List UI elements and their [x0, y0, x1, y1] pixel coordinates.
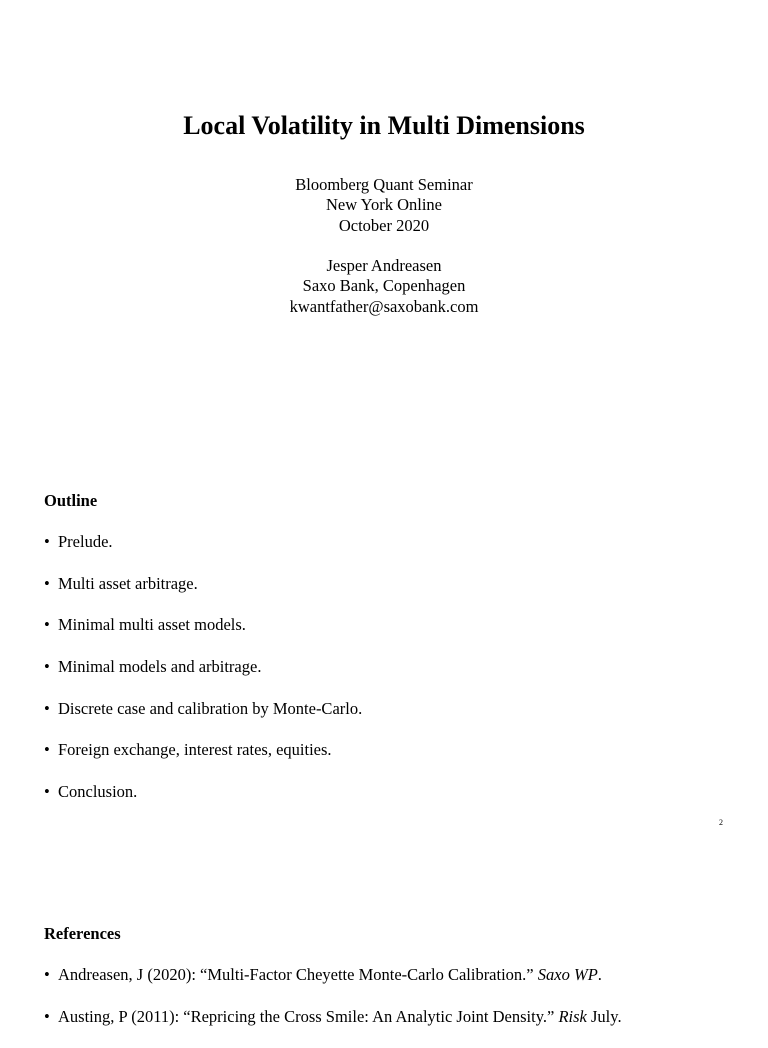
outline-item [44, 615, 362, 657]
bullet-icon: • [44, 782, 50, 802]
event-name: Bloomberg Quant Seminar [295, 175, 473, 194]
bullet-icon: • [44, 965, 50, 984]
bullet-icon: • [44, 698, 50, 718]
reference-tail: . [597, 965, 602, 984]
page-number: 2 [719, 818, 723, 827]
event-location: New York Online [326, 195, 442, 215]
reference-tail: July. [586, 1006, 622, 1026]
event-date: October 2020 [338, 215, 430, 235]
bullet-icon: • [44, 573, 50, 593]
outline-item-text: Foreign exchange, interest rates, equities. [58, 740, 332, 760]
bullet-icon: • [44, 740, 50, 760]
reference-item [44, 1007, 622, 1048]
outline-list [44, 532, 362, 824]
outline-item-text: Minimal models and arbitrage. [58, 657, 262, 677]
references-list [44, 965, 622, 1048]
outline-item-text: Prelude. [58, 532, 113, 551]
author-email: kwantfather@saxobank.com [289, 296, 479, 316]
outline-item [44, 574, 362, 616]
outline-item [44, 740, 362, 782]
references-heading: References [44, 924, 121, 943]
reference-text: Austing, P (2011): “Repricing the Cross Smile: An Analytic Joint Density.” [58, 1006, 559, 1026]
outline-item-text: Multi asset arbitrage. [58, 573, 198, 593]
outline-item-text: Discrete case and calibration by Monte-Carlo. [58, 698, 363, 718]
bullet-icon: • [44, 1006, 50, 1026]
reference-source: Risk [558, 1006, 587, 1026]
outline-item [44, 699, 362, 741]
event-info [0, 175, 768, 236]
outline-item-text: Conclusion. [58, 782, 138, 802]
bullet-icon: • [44, 615, 50, 635]
author-name: Jesper Andreasen [326, 256, 442, 275]
reference-item [44, 965, 622, 1007]
outline-item [44, 782, 362, 824]
bullet-icon: • [44, 532, 50, 551]
reference-text: Andreasen, J (2020): “Multi-Factor Cheyette Monte-Carlo Calibration.” [58, 965, 538, 984]
reference-source: Saxo WP [537, 965, 598, 984]
outline-heading: Outline [44, 491, 98, 510]
document-title: Local Volatility in Multi Dimensions [183, 111, 585, 140]
outline-item [44, 532, 362, 574]
outline-item-text: Minimal multi asset models. [58, 615, 246, 635]
outline-item [44, 657, 362, 699]
bullet-icon: • [44, 657, 50, 677]
author-info [0, 256, 768, 317]
author-affiliation: Saxo Bank, Copenhagen [302, 276, 466, 296]
